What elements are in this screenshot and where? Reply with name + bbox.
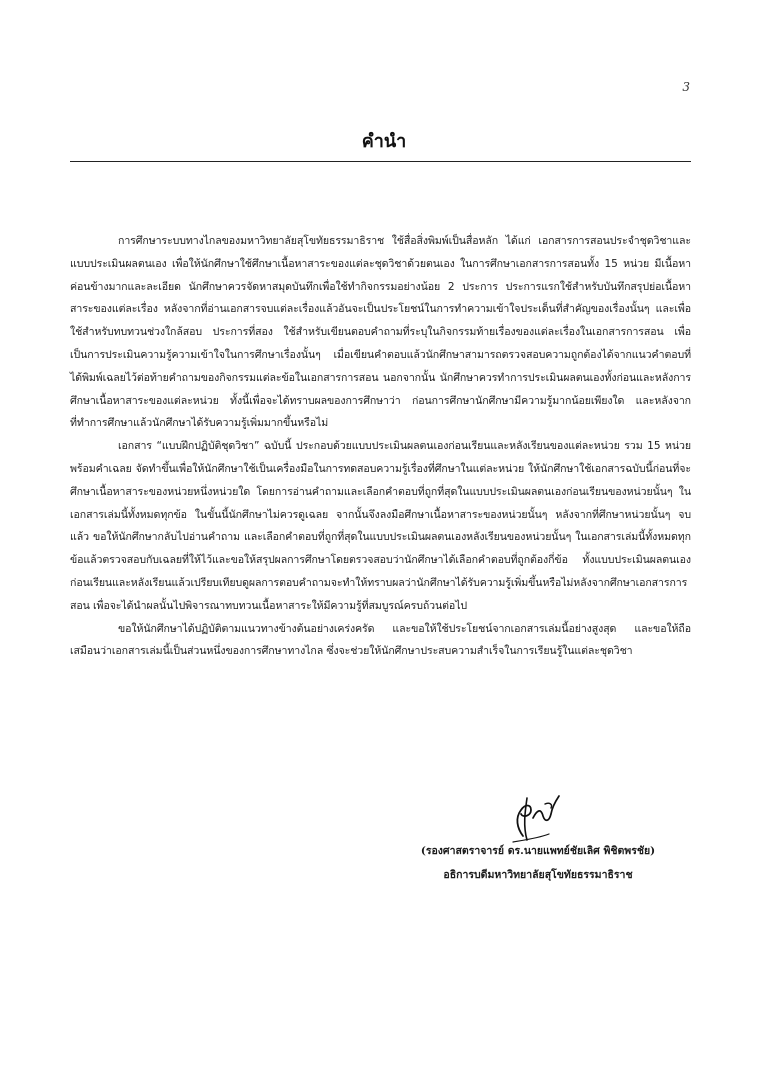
title-divider (70, 161, 691, 162)
page-number: 3 (682, 80, 690, 94)
signatory-position: อธิการบดีมหาวิทยาลัยสุโขทัยธรรมาธิราช (443, 869, 633, 881)
preface-paragraph-1: การศึกษาระบบทางไกลของมหาวิทยาลัยสุโขทัยธรรมาธิราช ใช้สื่อสิ่งพิมพ์เป็นสื่อหลัก ได้แก่ เอกสารการสอนประจำชุดวิชาและแบบประเมินผลตนเอง เพื่อให้นักศึกษาใช้ศึกษาเนื้อหาสาระของแต่ละชุดวิชาด้วยตนเอง ในการศึกษาเอกสารการสอนทั้ง 15 หน่วย มีเนื้อหาค่อนข้างมากและละเอียด นักศึกษาควรจัดหาสมุดบันทึกเพื่อใช้ทำกิจกรรมอย่างน้อย 2 ประการ ประการแรกใช้สำหรับบันทึกสรุปย่อเนื้อหาสาระของแต่ละเรื่อง หลังจากที่อ่านเอกสารจบแต่ละเรื่องแล้วอันจะเป็นประโยชน์ในการทำความเข้าใจประเด็นที่สำคัญของเรื่องนั้นๆ และเพื่อใช้สำหรับทบทวนช่วงใกล้สอบ ประการที่สอง ใช้สำหรับเขียนตอบคำถามที่ระบุในกิจกรรมท้ายเรื่องของแต่ละเรื่องในเอกสารการสอน เพื่อเป็นการประเมินความรู้ความเข้าใจในการศึกษาเรื่องนั้นๆ เมื่อเขียนคำตอบแล้วนักศึกษาสามารถตรวจสอบความถูกต้องได้จากแนวคำตอบที่ได้พิมพ์เฉลยไว้ต่อท้ายคำถามของกิจกรรมแต่ละข้อในเอกสารการสอน นอกจากนั้น นักศึกษาควรทำการประเมินผลตนเองทั้งก่อนและหลังการศึกษาเนื้อหาสาระของแต่ละหน่วย ทั้งนี้เพื่อจะได้ทราบผลของการศึกษาว่า ก่อนการศึกษานักศึกษามีความรู้มากน้อยเพียงใด และหลังจากที่ทำการศึกษาแล้วนักศึกษาได้รับความรู้เพิ่มมากขึ้นหรือไม่ (70, 235, 691, 430)
preface-paragraph-2: เอกสาร “แบบฝึกปฏิบัติชุดวิชา” ฉบับนี้ ประกอบด้วยแบบประเมินผลตนเองก่อนเรียนและหลังเรียนของแต่ละหน่วย รวม 15 หน่วย พร้อมคำเฉลย จัดทำขึ้นเพื่อให้นักศึกษาใช้เป็นเครื่องมือในการทดสอบความรู้เรื่องที่ศึกษาในแต่ละหน่วย ให้นักศึกษาใช้เอกสารฉบับนี้ก่อนที่จะศึกษาเนื้อหาสาระของหน่วยหนึ่งหน่วยใด โดยการอ่านคำถามและเลือกคำตอบที่ถูกที่สุดในแบบประเมินผลตนเองก่อนเรียนของหน่วยนั้นๆ ในเอกสารเล่มนี้ทั้งหมดทุกข้อ ในขั้นนี้นักศึกษาไม่ควรดูเฉลย จากนั้นจึงลงมือศึกษาเนื้อหาสาระของหน่วยนั้นๆ หลังจากที่ศึกษาหน่วยนั้นๆ จบแล้ว ขอให้นักศึกษากลับไปอ่านคำถาม และเลือกคำตอบที่ถูกที่สุดในแบบประเมินผลตนเองหลังเรียนของหน่วยนั้นๆ ในเอกสารเล่มนี้ทั้งหมดทุกข้อแล้วตรวจสอบกับเฉลยที่ให้ไว้และขอให้สรุปผลการศึกษาโดยตรวจสอบว่านักศึกษาได้เลือกคำตอบที่ถูกต้องกี่ข้อ ทั้งแบบประเมินผลตนเองก่อนเรียนและหลังเรียนแล้วเปรียบเทียบดูผลการตอบคำถามจะทำให้ทราบผลว่านักศึกษาได้รับความรู้เพิ่มขึ้นหรือไม่หลังจากศึกษาเอกสารการสอน เพื่อจะได้นำผลนั้นไปพิจารณาทบทวนเนื้อหาสาระให้มีความรู้ที่สมบูรณ์ครบถ้วนต่อไป (70, 440, 691, 612)
handwritten-signature (505, 788, 565, 844)
signatory-block (396, 839, 680, 887)
page-title: คำนำ (361, 131, 407, 152)
preface-body (70, 230, 691, 663)
signatory-name: (รองศาสตราจารย์ ดร.นายแพทย์ชัยเลิศ พิชิตพรชัย) (420, 845, 656, 857)
preface-paragraph-3: ขอให้นักศึกษาได้ปฏิบัติตามแนวทางข้างต้นอย่างเคร่งครัด และขอให้ใช้ประโยชน์จากเอกสารเล่มนี้อย่างสูงสุด และขอให้ถือเสมือนว่าเอกสารเล่มนี้เป็นส่วนหนึ่งของการศึกษาทางไกล ซึ่งจะช่วยให้นักศึกษาประสบความสำเร็จในการเรียนรู้ในแต่ละชุดวิชา (70, 622, 691, 658)
